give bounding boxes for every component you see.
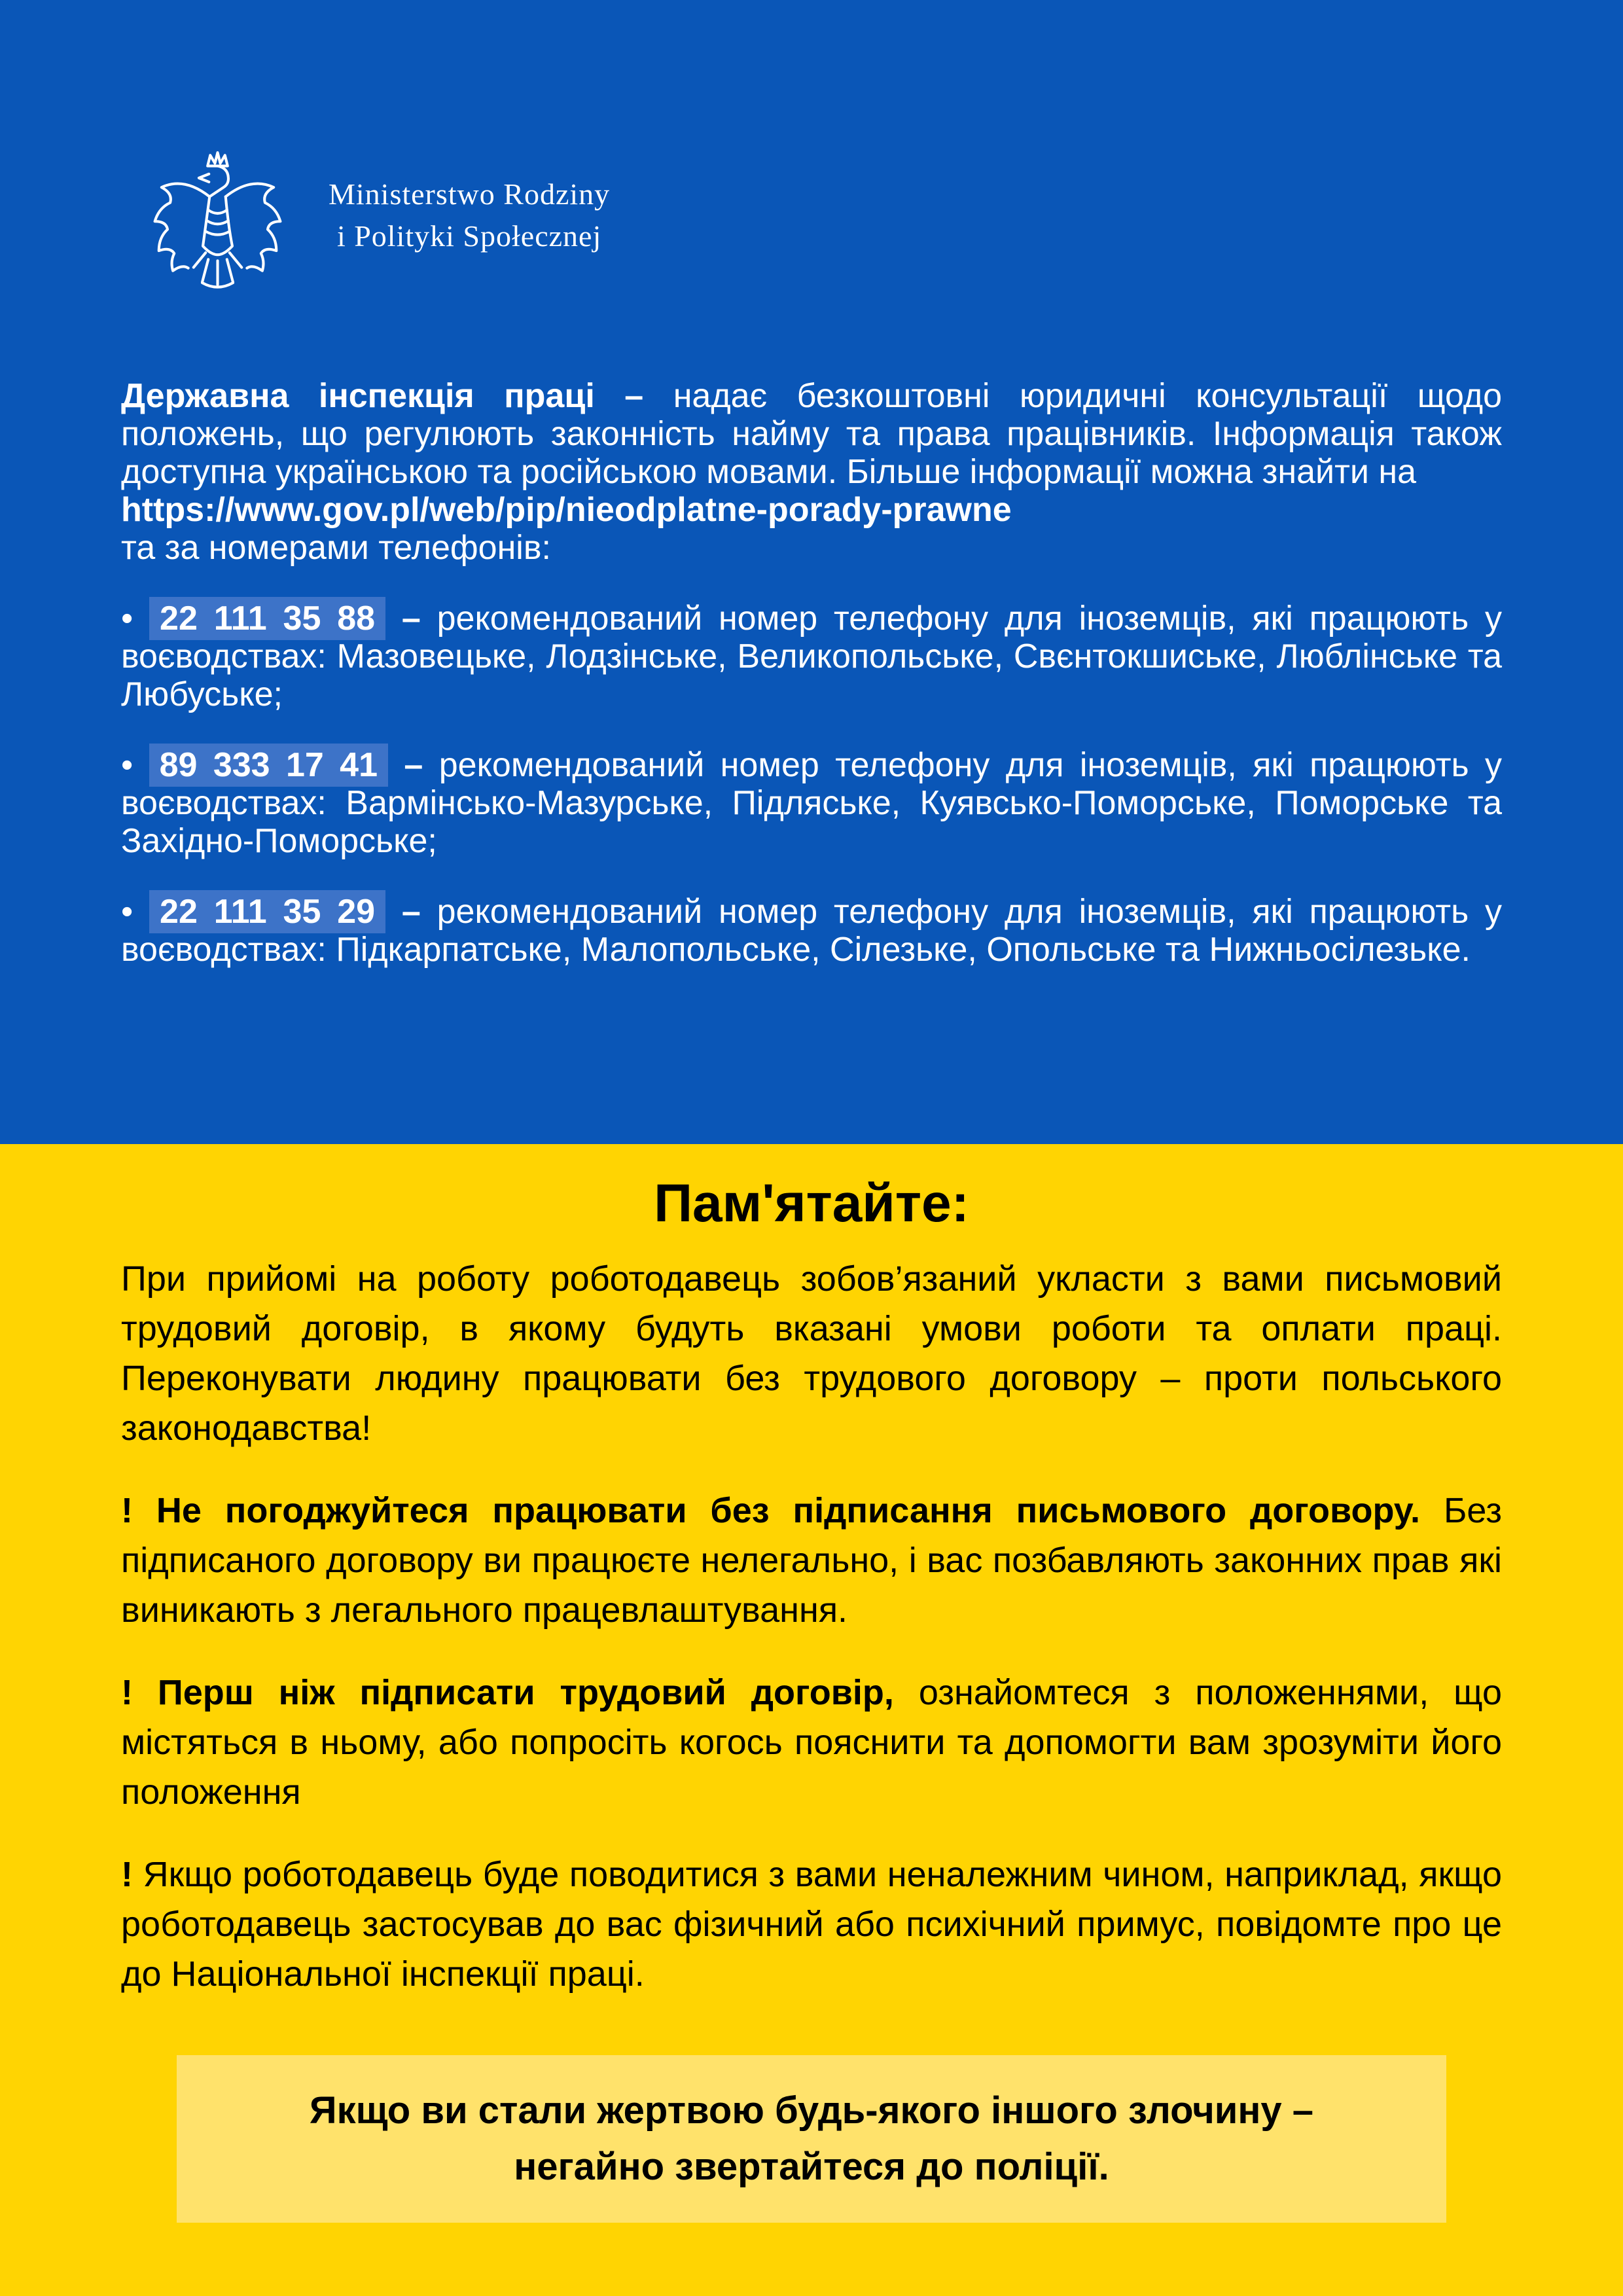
polish-eagle-icon bbox=[141, 147, 294, 314]
phone-bullet-3-text: рекомендований номер телефону для іноземців, які працюють у воєводствах: Підкарпатське, Малопольське, Сілезьке, Опольське та Нижньосілезьке. bbox=[121, 893, 1502, 969]
gov-pl-link[interactable]: https://www.gov.pl/web/pip/nieodplatne-porady-prawne bbox=[121, 491, 1012, 529]
phone-bullet-3 bbox=[121, 893, 1502, 969]
bullet-separator: – bbox=[401, 600, 421, 637]
report-mistreatment-rest: Якщо роботодавець буде поводитися з вами неналежним чином, наприклад, якщо роботодавець застосував до вас фізичний або психічний примус, повідомте про це до Національної інспекції праці. bbox=[121, 1855, 1502, 1994]
intro-after-text: та за номерами телефонів: bbox=[121, 529, 551, 567]
bullet-separator: – bbox=[404, 746, 423, 784]
bullet-separator: – bbox=[401, 893, 421, 931]
phone-number-1: 22 111 35 88 bbox=[149, 597, 385, 640]
police-notice-box bbox=[177, 2055, 1446, 2223]
phone-bullet-1-text: рекомендований номер телефону для іноземців, які працюють у воєводствах: Мазовецьке, Лодзінське, Великопольське, Свєнтокшиське, Люблінське та Любуське; bbox=[121, 600, 1502, 713]
report-mistreatment-exclaim: ! bbox=[121, 1855, 133, 1894]
ministry-name-line2: i Polityki Społecznej bbox=[336, 219, 602, 253]
read-before-signing-rest: ознайомтеся з положеннями, що містяться в ньому, або попросіть когось пояснити та допомогти вам зрозуміти його положення bbox=[121, 1673, 1502, 1812]
ministry-name-line1: Ministerstwo Rodziny bbox=[329, 177, 611, 211]
phone-number-3: 22 111 35 29 bbox=[149, 890, 385, 933]
ministry-name bbox=[329, 173, 610, 257]
read-before-signing-paragraph bbox=[121, 1668, 1502, 1817]
contract-obligation-paragraph: При прийомі на роботу роботодавець зобов’язаний укласти з вами письмовий трудовий договір, в якому будуть вказані умови роботи та оплати праці. Переконувати людину працювати без трудового договору – проти польського законодавства! bbox=[121, 1259, 1502, 1448]
labor-inspection-intro bbox=[121, 377, 1502, 491]
ministry-logo-block bbox=[141, 147, 1502, 314]
phone-bullet-1 bbox=[121, 600, 1502, 713]
no-unsigned-work-bold: ! Не погоджуйтеся працювати без підписання письмового договору. bbox=[121, 1491, 1421, 1530]
no-unsigned-work-paragraph bbox=[121, 1486, 1502, 1635]
phone-number-2: 89 333 17 41 bbox=[149, 744, 388, 787]
bullet-marker: • bbox=[121, 893, 134, 931]
no-unsigned-work-rest: Без підписаного договору ви працюєте нелегально, і вас позбавляють законних прав які виникають з легального працевлаштування. bbox=[121, 1491, 1502, 1630]
bullet-marker: • bbox=[121, 746, 134, 784]
read-before-signing-bold: ! Перш ніж підписати трудовий договір, bbox=[121, 1673, 894, 1712]
bullet-marker: • bbox=[121, 600, 134, 637]
remember-heading: Пам'ятайте: bbox=[654, 1174, 969, 1233]
intro-lead-bold: Державна інспекція праці – bbox=[121, 377, 644, 415]
police-notice-line2: негайно звертайтеся до поліції. bbox=[514, 2145, 1109, 2188]
report-mistreatment-paragraph bbox=[121, 1850, 1502, 1999]
police-notice-line1: Якщо ви стали жертвою будь-якого іншого злочину – bbox=[309, 2089, 1314, 2132]
phone-bullet-2-text: рекомендований номер телефону для іноземців, які працюють у воєводствах: Вармінсько-Мазурське, Підляське, Куявсько-Поморське, Поморське та Західно-Поморське; bbox=[121, 746, 1503, 860]
blue-info-section bbox=[0, 0, 1623, 1144]
yellow-warning-section bbox=[0, 1144, 1623, 2296]
phone-bullet-2 bbox=[121, 746, 1502, 860]
intro-body-text: надає безкоштовні юридичні консультації щодо положень, що регулюють законність найму та права працівників. Інформація також доступна українською та російською мовами. Більше інформації можна знайти на bbox=[121, 377, 1503, 491]
